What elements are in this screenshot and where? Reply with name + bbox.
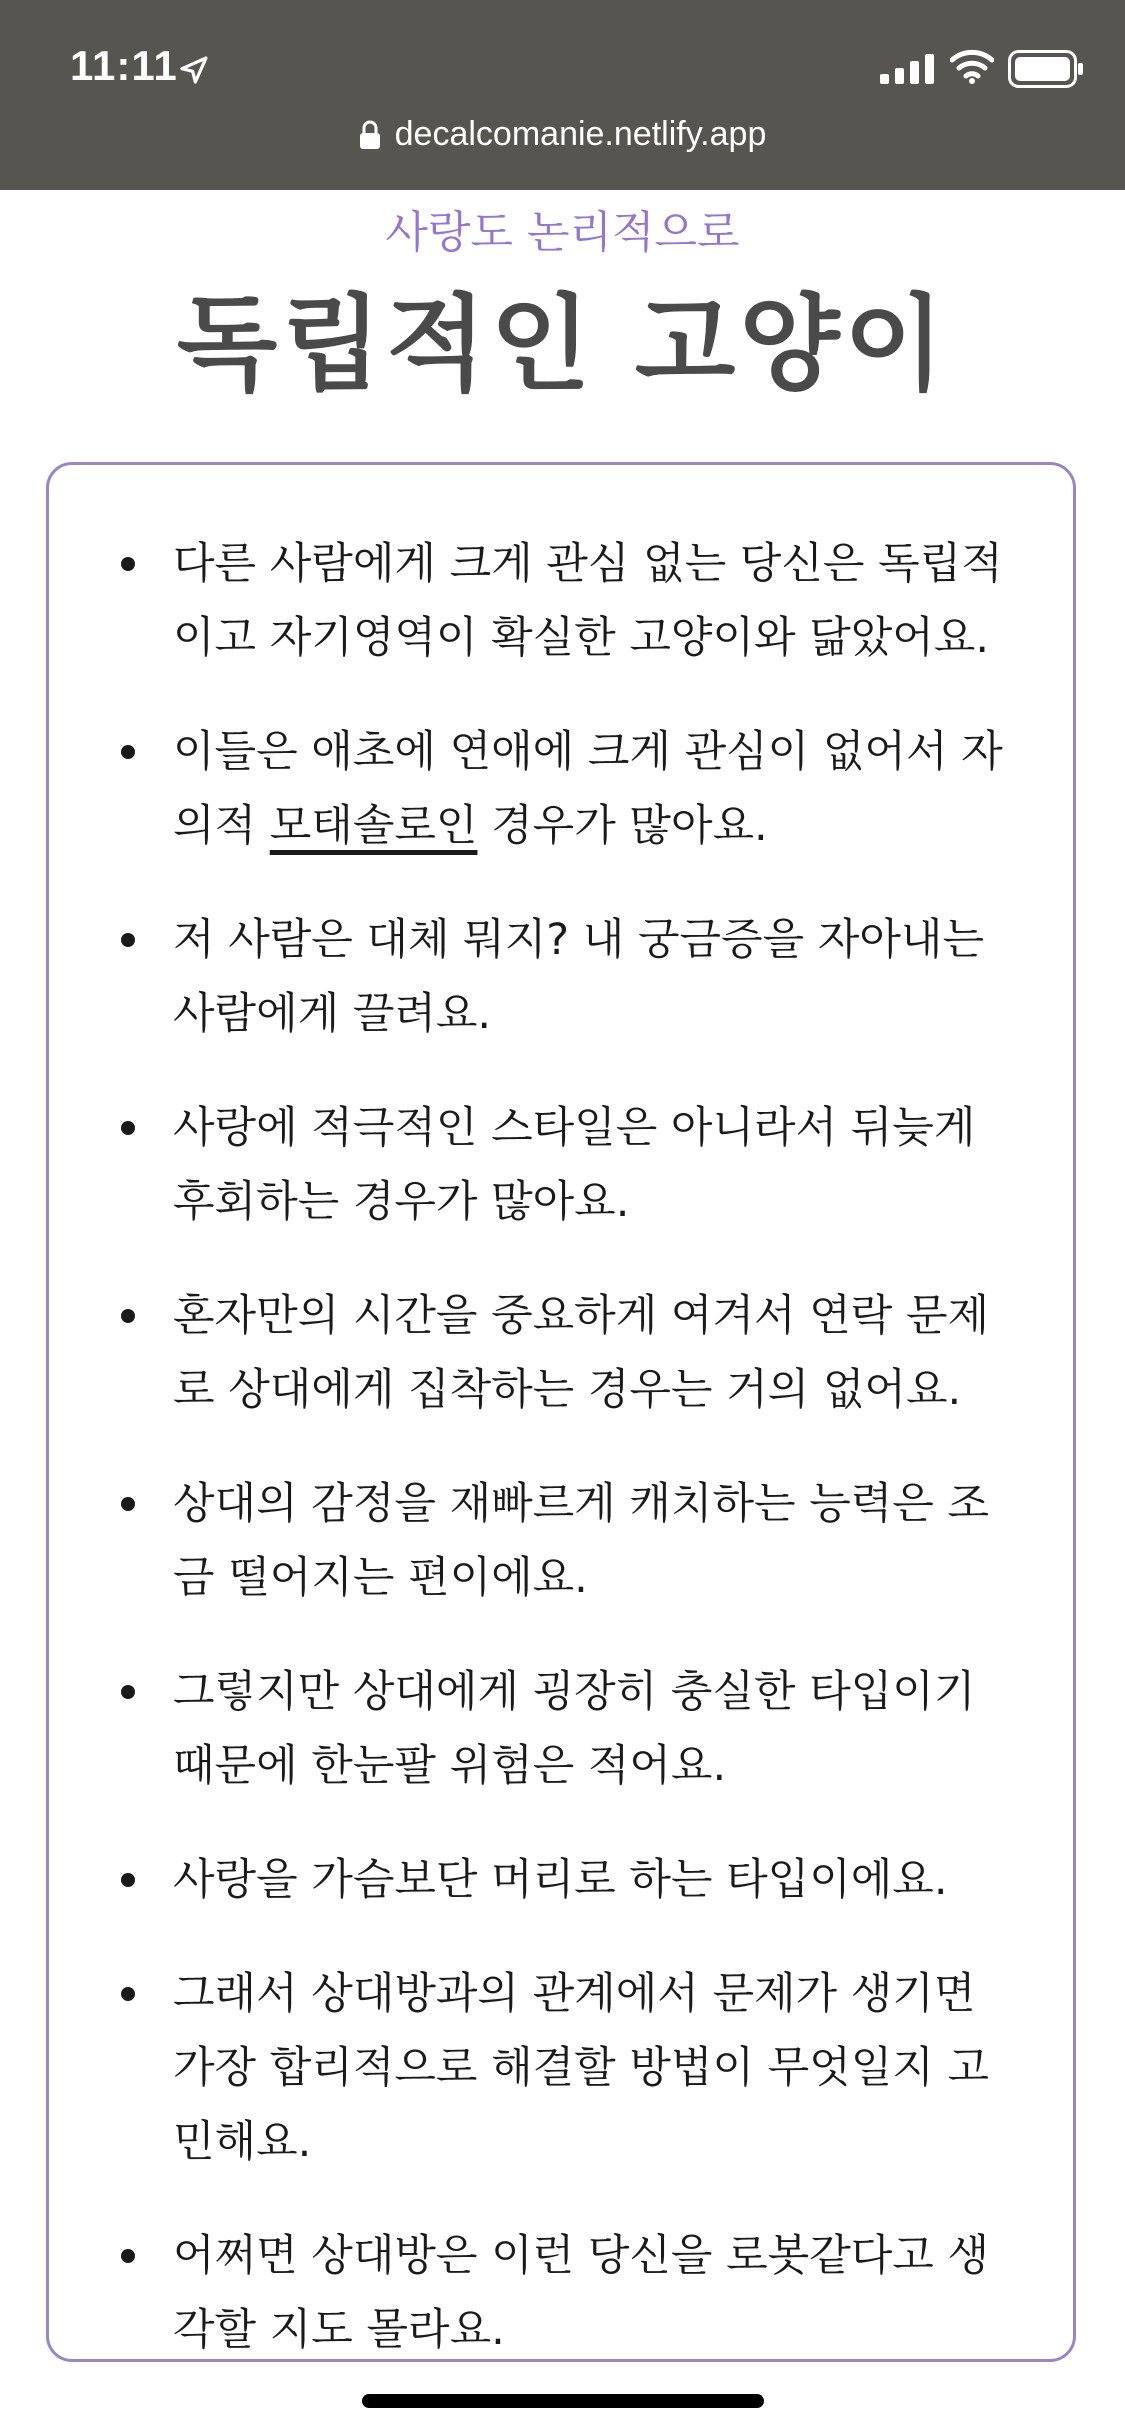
clock: 11:11	[70, 42, 178, 89]
location-arrow-icon	[178, 54, 210, 86]
list-item	[49, 1655, 1073, 1803]
list-item-text: 저 사람은 대체 뭐지? 내 궁금증을 자아내는 사람에게 끌려요.	[173, 915, 984, 1039]
list-item-text: 혼자만의 시간을 중요하게 여겨서 연락 문제로 상대에게 집착하는 경우는 거의 없어요.	[173, 1291, 990, 1415]
list-item	[49, 1467, 1073, 1615]
bullet	[121, 1987, 135, 2001]
bullet	[121, 1121, 135, 1135]
list-item-text: 상대의 감정을 재빠르게 캐치하는 능력은 조금 떨어지는 편이에요.	[173, 1479, 990, 1603]
list-item-text: 그렇지만 상대에게 굉장히 충실한 타입이기 때문에 한눈팔 위험은 적어요.	[173, 1667, 976, 1791]
status-bar	[0, 0, 1125, 130]
status-and-url-area	[0, 0, 1125, 190]
traits-card	[46, 462, 1076, 2362]
list-item	[49, 1279, 1073, 1427]
wifi-icon	[950, 48, 994, 84]
address-bar[interactable]	[0, 115, 1125, 170]
bullet	[121, 745, 135, 759]
underlined-highlight: 모태솔로인	[269, 801, 478, 851]
list-item	[49, 1843, 1073, 1917]
page-title: 독립적인 고양이	[176, 283, 949, 405]
battery-icon	[1008, 50, 1084, 88]
list-item	[49, 903, 1073, 1051]
bullet	[121, 1685, 135, 1699]
bullet	[121, 933, 135, 947]
bullet	[121, 1497, 135, 1511]
url-text: decalcomanie.netlify.app	[394, 115, 767, 153]
lock-icon	[359, 120, 381, 150]
traits-list	[49, 527, 1073, 2407]
bullet	[121, 557, 135, 571]
list-item	[49, 715, 1073, 863]
list-item-text: 사랑에 적극적인 스타일은 아니라서 뒤늦게 후회하는 경우가 많아요.	[173, 1103, 976, 1227]
list-item	[49, 1091, 1073, 1239]
list-item-text: 사랑을 가슴보단 머리로 하는 타입이에요.	[173, 1855, 948, 1905]
list-item	[49, 527, 1073, 675]
bullet	[121, 2249, 135, 2263]
list-item	[49, 2219, 1073, 2367]
list-item-text-after: 경우가 많아요.	[477, 801, 768, 851]
list-item-text-before: 이들은 애초에 연애에 크게 관심이 없어서 자의적	[173, 727, 1003, 851]
page-subtitle: 사랑도 논리적으로	[385, 207, 740, 258]
list-item-text: 그래서 상대방과의 관계에서 문제가 생기면 가장 합리적으로 해결할 방법이 무엇일지 고민해요.	[173, 1969, 990, 2167]
cellular-signal-icon	[880, 54, 936, 84]
list-item	[49, 1957, 1073, 2179]
bullet	[121, 1309, 135, 1323]
list-item-text: 다른 사람에게 크게 관심 없는 당신은 독립적이고 자기영역이 확실한 고양이와 닮았어요.	[173, 539, 1003, 663]
list-item-text: 어쩌면 상대방은 이런 당신을 로봇같다고 생각할 지도 몰라요.	[173, 2231, 990, 2355]
home-indicator[interactable]	[362, 2394, 764, 2408]
bullet	[121, 1873, 135, 1887]
